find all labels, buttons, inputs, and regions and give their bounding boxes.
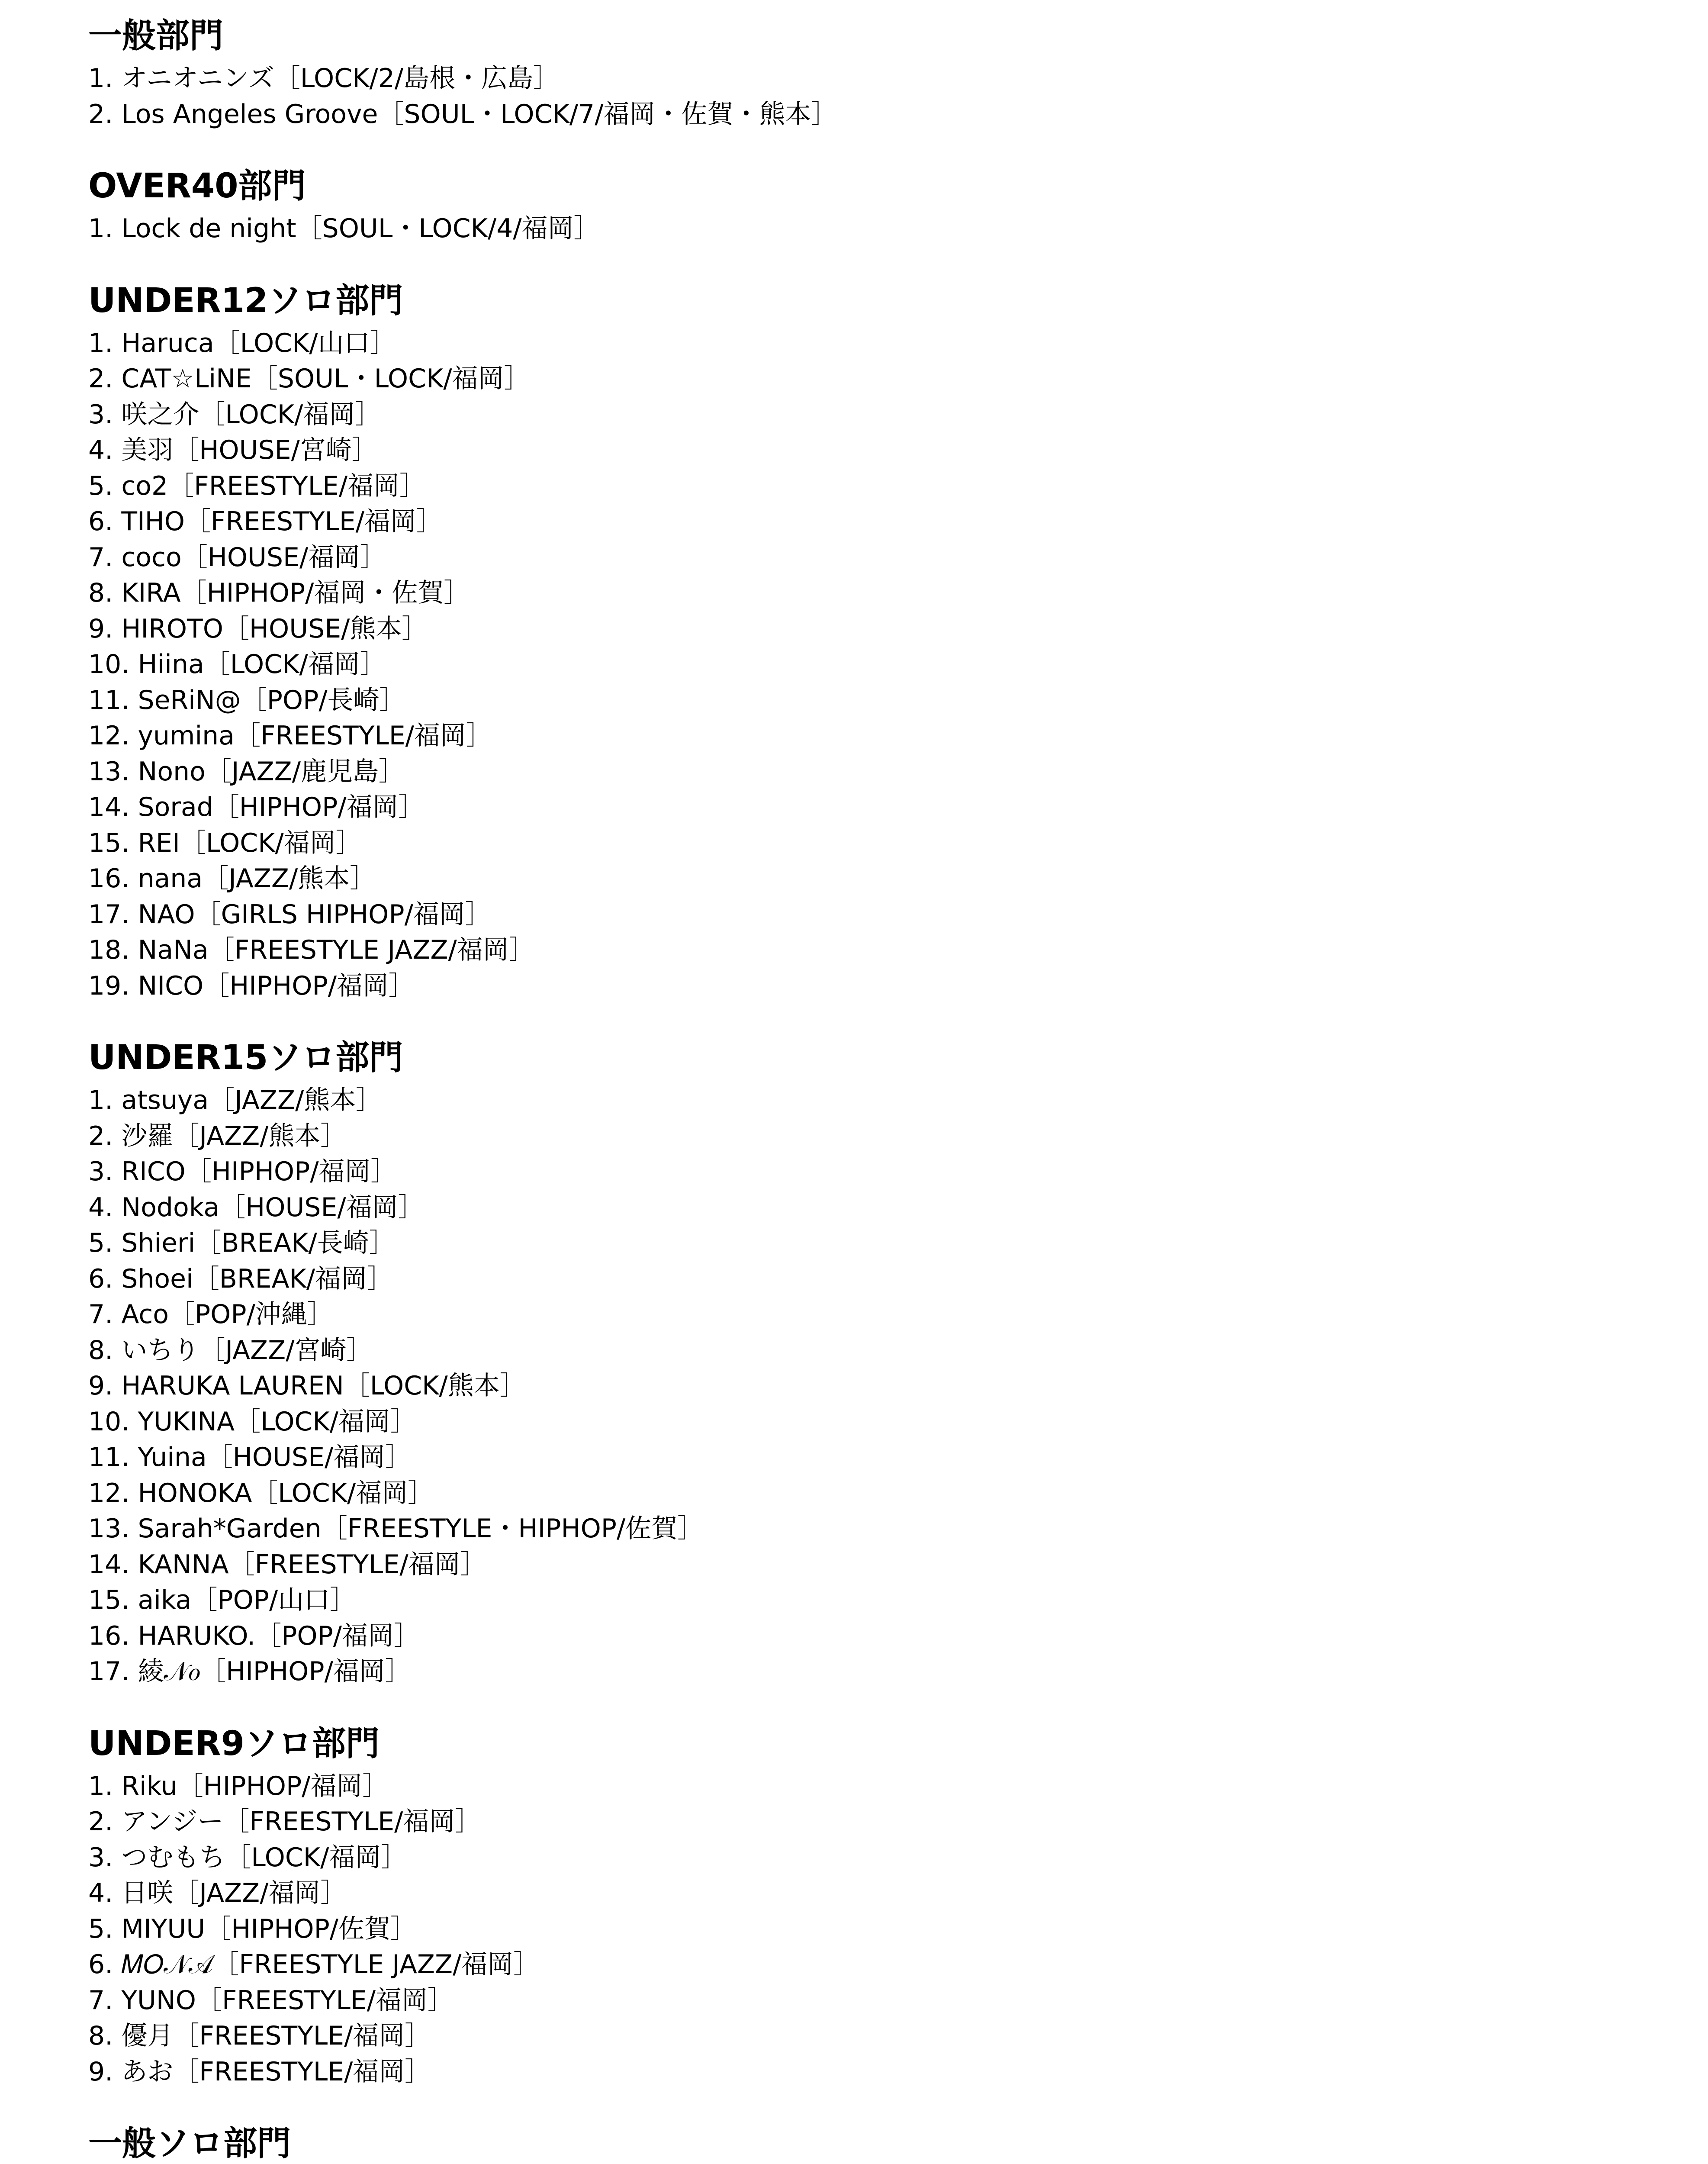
list-item: 3. 咲之介［LOCK/福岡］ (88, 399, 381, 430)
list-item: 8. いちり［JAZZ/宮崎］ (88, 1335, 373, 1365)
list-item: 10. YUKINA［LOCK/福岡］ (88, 1406, 416, 1437)
list-item: 7. coco［HOUSE/福岡］ (88, 542, 386, 573)
list-item: 2. アンジー［FREESTYLE/福岡］ (88, 1807, 481, 1837)
list-item: 3. RICO［HIPHOP/福岡］ (88, 1156, 397, 1187)
section-over40-group (88, 162, 1708, 247)
list-item: 6. Shoei［BREAK/福岡］ (88, 1263, 393, 1294)
list-item: 17. 綾𝒩𝑜［HIPHOP/福岡］ (88, 1656, 411, 1687)
list-item: 17. NAO［GIRLS HIPHOP/福岡］ (88, 899, 491, 930)
section-under15-solo (88, 1034, 1708, 1690)
section-title: UNDER15ソロ部門 (88, 1038, 403, 1077)
list-item: 8. KIRA［HIPHOP/福岡・佐賀］ (88, 578, 470, 608)
list-item: 13. Sarah*Garden［FREESTYLE・HIPHOP/佐賀］ (88, 1514, 704, 1544)
list-item: 8. 優月［FREESTYLE/福岡］ (88, 2021, 431, 2051)
list-item: 4. Nodoka［HOUSE/福岡］ (88, 1192, 424, 1223)
section-title: 一般ソロ部門 (88, 2124, 291, 2163)
entry-list (88, 211, 1708, 247)
entry-list (88, 1082, 1708, 1690)
entry-list (88, 1768, 1708, 2090)
list-item: 1. atsuya［JAZZ/熊本］ (88, 1085, 382, 1115)
list-item: 11. SeRiN@［POP/長崎］ (88, 685, 405, 715)
section-title: 一般部門 (88, 16, 224, 55)
list-item: 16. HARUKO.［POP/福岡］ (88, 1620, 420, 1651)
section-title: UNDER9ソロ部門 (88, 1724, 380, 1763)
list-item: 5. MIYUU［HIPHOP/佐賀］ (88, 1913, 416, 1944)
list-item: 9. HIROTO［HOUSE/熊本］ (88, 613, 428, 644)
list-item: 13. Nono［JAZZ/鹿児島］ (88, 756, 405, 787)
list-item: 12. HONOKA［LOCK/福岡］ (88, 1478, 434, 1508)
list-item: 10. Hiina［LOCK/福岡］ (88, 649, 386, 679)
list-item: 14. Sorad［HIPHOP/福岡］ (88, 792, 425, 822)
entry-list (88, 325, 1708, 1004)
list-item: 11. Yuina［HOUSE/福岡］ (88, 1442, 412, 1472)
list-item: 1. Riku［HIPHOP/福岡］ (88, 1771, 389, 1801)
list-item: 9. あお［FREESTYLE/福岡］ (88, 2056, 431, 2087)
list-item: 6. TIHO［FREESTYLE/福岡］ (88, 506, 442, 537)
list-item: 15. aika［POP/山口］ (88, 1585, 356, 1615)
list-item: 16. nana［JAZZ/熊本］ (88, 863, 376, 894)
list-item: 5. Shieri［BREAK/長崎］ (88, 1228, 395, 1258)
entry-list (88, 61, 1708, 132)
list-item: 2. Los Angeles Groove［SOUL・LOCK/7/福岡・佐賀・熊本］ (88, 99, 837, 129)
list-item: 3. つむもち［LOCK/福岡］ (88, 1842, 407, 1873)
list-item: 2. CAT☆LiNE［SOUL・LOCK/福岡］ (88, 364, 530, 394)
list-item: 5. co2［FREESTYLE/福岡］ (88, 470, 426, 501)
list-item: 6. 𝑀𝑂𝒩𝒜［FREESTYLE JAZZ/福岡］ (88, 1949, 540, 1980)
section-general-group (88, 12, 1708, 132)
list-item: 1. Lock de night［SOUL・LOCK/4/福岡］ (88, 213, 600, 244)
list-item: 7. Aco［POP/沖縄］ (88, 1299, 333, 1330)
section-title: OVER40部門 (88, 167, 306, 206)
section-title: UNDER12ソロ部門 (88, 281, 403, 320)
list-item: 14. KANNA［FREESTYLE/福岡］ (88, 1549, 486, 1580)
list-item: 19. NICO［HIPHOP/福岡］ (88, 970, 415, 1001)
list-item: 15. REI［LOCK/福岡］ (88, 828, 362, 858)
section-under12-solo (88, 277, 1708, 1004)
list-item: 1. オニオニンズ［LOCK/2/島根・広島］ (88, 63, 560, 93)
list-item: 1. Haruca［LOCK/山口］ (88, 328, 396, 358)
list-item: 2. 沙羅［JAZZ/熊本］ (88, 1121, 347, 1151)
list-item: 12. yumina［FREESTYLE/福岡］ (88, 721, 492, 751)
list-item: 4. 日咲［JAZZ/福岡］ (88, 1878, 347, 1908)
section-general-solo (88, 2120, 1708, 2164)
list-item: 18. NaNa［FREESTYLE JAZZ/福岡］ (88, 935, 535, 965)
list-item: 7. YUNO［FREESTYLE/福岡］ (88, 1985, 454, 2016)
list-item: 4. 美羽［HOUSE/宮崎］ (88, 435, 378, 465)
list-item: 9. HARUKA LAUREN［LOCK/熊本］ (88, 1371, 526, 1401)
section-under9-solo (88, 1720, 1708, 2090)
